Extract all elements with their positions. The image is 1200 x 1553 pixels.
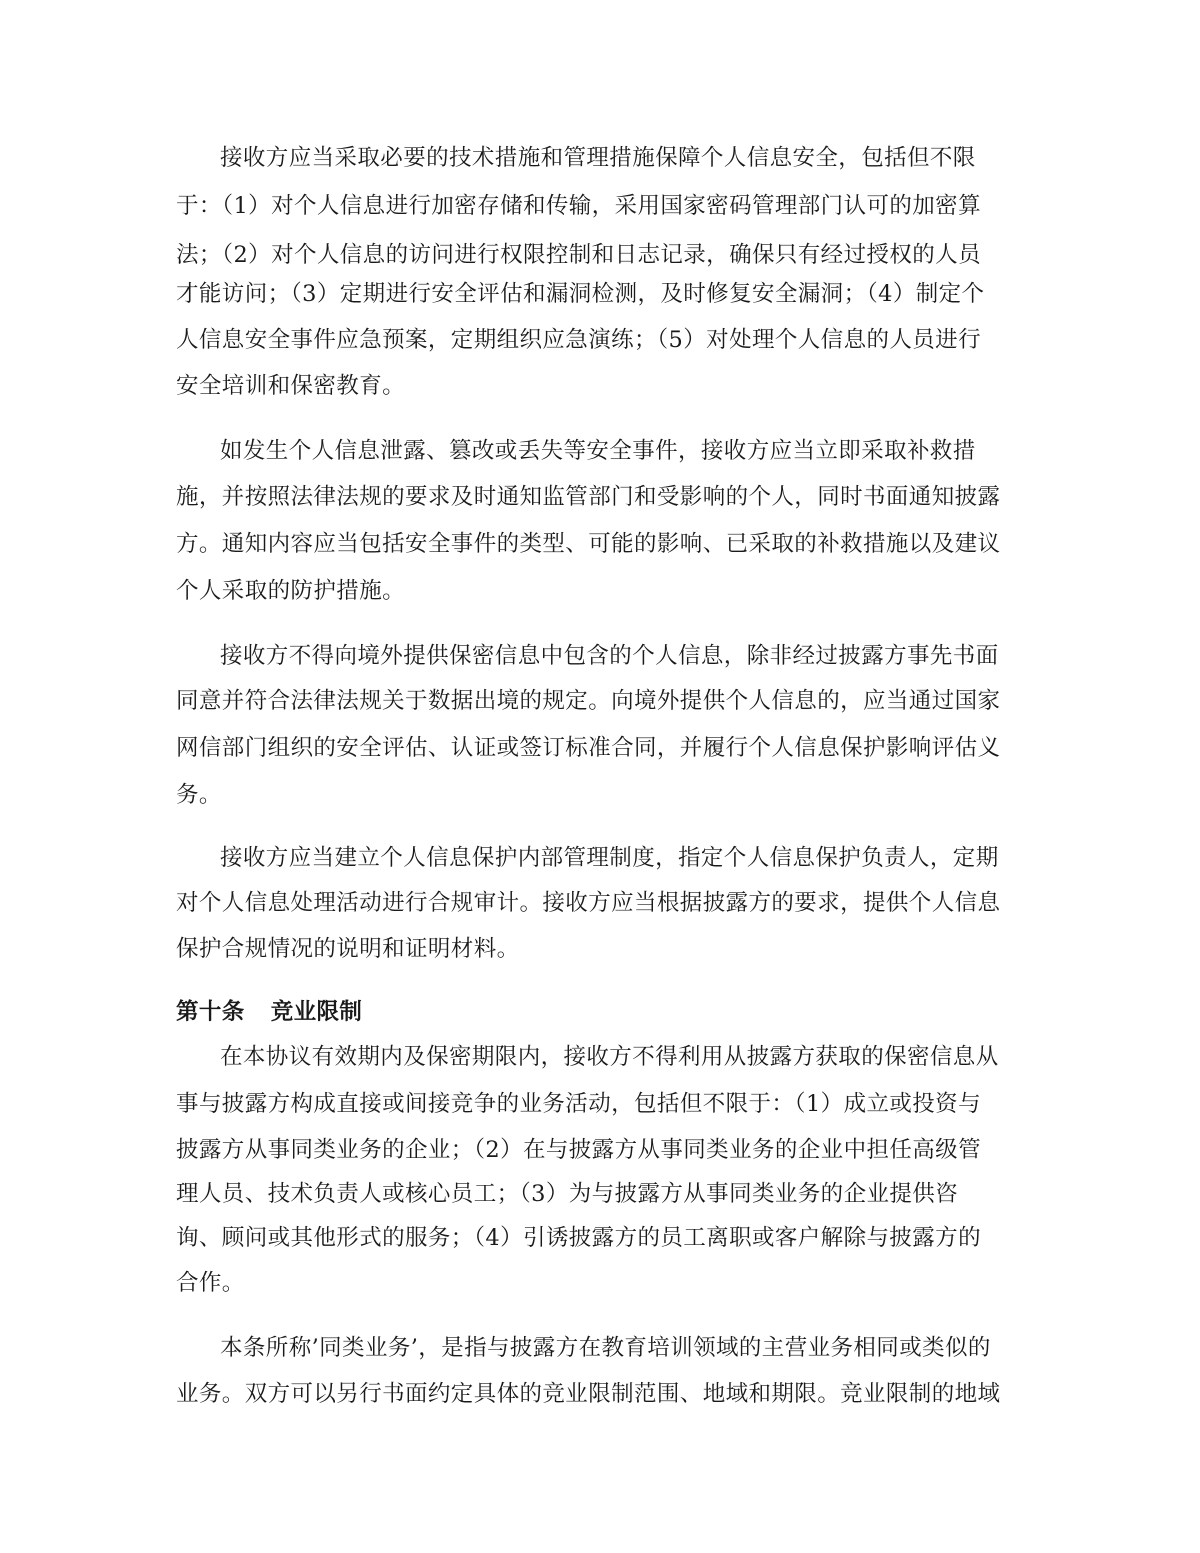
section-number: 第十条 [176, 999, 245, 1025]
paragraph-line: 法；（2）对个人信息的访问进行权限控制和日志记录，确保只有经过授权的人员 [176, 242, 981, 268]
paragraph-line: 在本协议有效期内及保密期限内，接收方不得利用从披露方获取的保密信息从 [220, 1044, 999, 1070]
paragraph-line: 对个人信息处理活动进行合规审计。接收方应当根据披露方的要求，提供个人信息 [176, 890, 1001, 916]
paragraph-line: 务。 [176, 782, 222, 808]
section-heading [176, 988, 362, 1036]
paragraph-line: 方。通知内容应当包括安全事件的类型、可能的影响、已采取的补救措施以及建议 [176, 531, 1001, 557]
paragraph-line: 本条所称’同类业务’，是指与披露方在教育培训领域的主营业务相同或类似的 [220, 1335, 991, 1361]
paragraph-line: 理人员、技术负责人或核心员工；（3）为与披露方从事同类业务的企业提供咨 [176, 1181, 959, 1207]
paragraph-line: 接收方应当建立个人信息保护内部管理制度，指定个人信息保护负责人，定期 [220, 845, 999, 871]
section-title: 竞业限制 [270, 999, 363, 1025]
paragraph-line: 个人采取的防护措施。 [176, 578, 406, 604]
paragraph-line: 接收方不得向境外提供保密信息中包含的个人信息，除非经过披露方事先书面 [220, 643, 999, 669]
paragraph-line: 事与披露方构成直接或间接竞争的业务活动，包括但不限于：（1）成立或投资与 [176, 1091, 981, 1117]
paragraph-line: 询、顾问或其他形式的服务；（4）引诱披露方的员工离职或客户解除与披露方的 [176, 1225, 981, 1251]
paragraph-line: 网信部门组织的安全评估、认证或签订标准合同，并履行个人信息保护影响评估义 [176, 735, 1001, 761]
paragraph-line: 如发生个人信息泄露、篡改或丢失等安全事件，接收方应当立即采取补救措 [220, 438, 976, 464]
paragraph-line: 施，并按照法律法规的要求及时通知监管部门和受影响的个人，同时书面通知披露 [176, 484, 1001, 510]
paragraph-line: 同意并符合法律法规关于数据出境的规定。向境外提供个人信息的，应当通过国家 [176, 688, 1001, 714]
paragraph-line: 于：（1）对个人信息进行加密存储和传输，采用国家密码管理部门认可的加密算 [176, 193, 981, 219]
paragraph-line: 安全培训和保密教育。 [176, 373, 406, 399]
paragraph-line: 接收方应当采取必要的技术措施和管理措施保障个人信息安全，包括但不限 [220, 145, 976, 171]
paragraph-line: 业务。双方可以另行书面约定具体的竞业限制范围、地域和期限。竞业限制的地域 [176, 1381, 1001, 1407]
paragraph-line: 披露方从事同类业务的企业；（2）在与披露方从事同类业务的企业中担任高级管 [176, 1137, 981, 1163]
paragraph-line: 人信息安全事件应急预案，定期组织应急演练；（5）对处理个人信息的人员进行 [176, 327, 981, 353]
paragraph-line: 保护合规情况的说明和证明材料。 [176, 936, 520, 962]
paragraph-line: 才能访问；（3）定期进行安全评估和漏洞检测，及时修复安全漏洞；（4）制定个 [176, 281, 985, 307]
paragraph-line: 合作。 [176, 1270, 245, 1296]
